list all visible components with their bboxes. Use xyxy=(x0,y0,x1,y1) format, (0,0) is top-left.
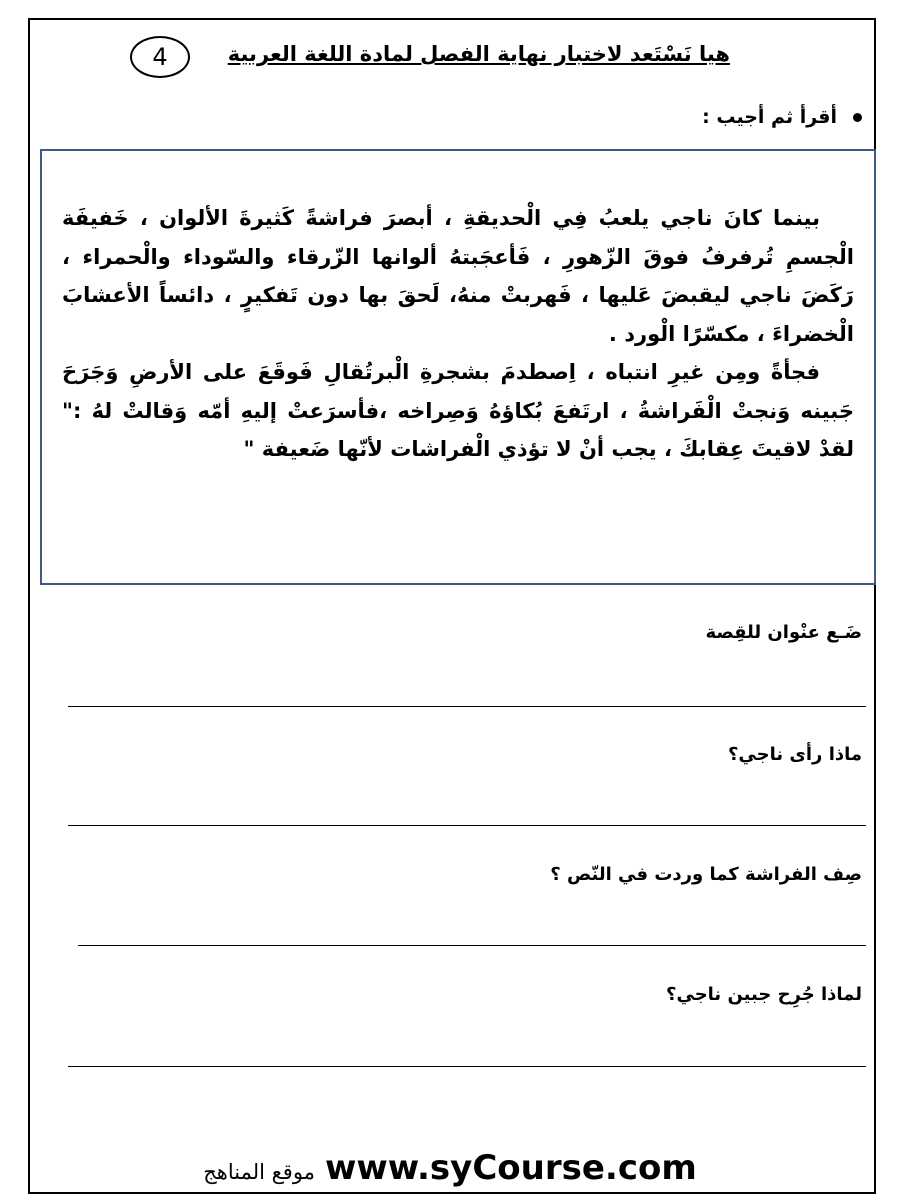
instruction-line xyxy=(702,106,862,128)
worksheet-number-badge: 4 xyxy=(130,36,190,78)
reading-passage-box xyxy=(40,149,876,585)
reading-passage xyxy=(62,199,854,469)
question-4: لماذا جُرِح جبين ناجي؟ xyxy=(666,984,862,1005)
answer-line-1[interactable] xyxy=(68,706,866,707)
question-3: صِف الفراشة كما وردت في النّص ؟ xyxy=(550,864,862,885)
instruction-text: أقرأ ثم أجيب : xyxy=(702,106,837,128)
passage-paragraph-2: فجأةً ومِن غيرِ انتباه ، اِصطدمَ بشجرةِ الْبرتُقالِ فَوقَعَ على الأرضِ وَجَرَحَ جَبينه وَنجتْ الْفَراشةُ ، ارتَفعَ بُكاؤهُ وَصِراخه ،فأسرَعتْ إليهِ أمّه وَقالتْ لهُ :" لقدْ لاقيتَ عِقابكَ ، يجب أنْ لا تؤذي الْفراشات لأنّها ضَعيفة " xyxy=(62,360,854,461)
bullet-icon xyxy=(853,113,862,122)
page-title: هيا نَسْتَعد لاختبار نهاية الفصل لمادة اللغة العربية xyxy=(227,42,730,66)
answer-line-2[interactable] xyxy=(68,825,866,826)
footer-site-name: موقع المناهج xyxy=(203,1160,315,1184)
footer xyxy=(0,1148,900,1192)
passage-paragraph-1: بينما كانَ ناجي يلعبُ فِي الْحديقةِ ، أبصرَ فراشةً كَثيرةَ الألوان ، خَفيفَة الْجسمِ تُرفرفُ فوقَ الزّهورِ ، فَأعجَبتهُ ألوانها الزّرقاء والسّوداء والْحمراء ، رَكَضَ ناجي ليقبضَ عَليها ، فَهربتْ منهُ، لَحقَ بها دون تَفكيرٍ ، دائساً الأعشابَ الْخضراءَ ، مكسّرًا الْورد . xyxy=(62,206,854,346)
question-1: ضَـع عنْوان للقِصة xyxy=(705,622,862,643)
answer-line-3[interactable] xyxy=(78,945,866,946)
answer-line-4[interactable] xyxy=(68,1066,866,1067)
question-2: ماذا رأى ناجي؟ xyxy=(727,744,862,765)
title-row xyxy=(130,36,730,80)
footer-url[interactable]: www.syCourse.com xyxy=(324,1148,697,1188)
